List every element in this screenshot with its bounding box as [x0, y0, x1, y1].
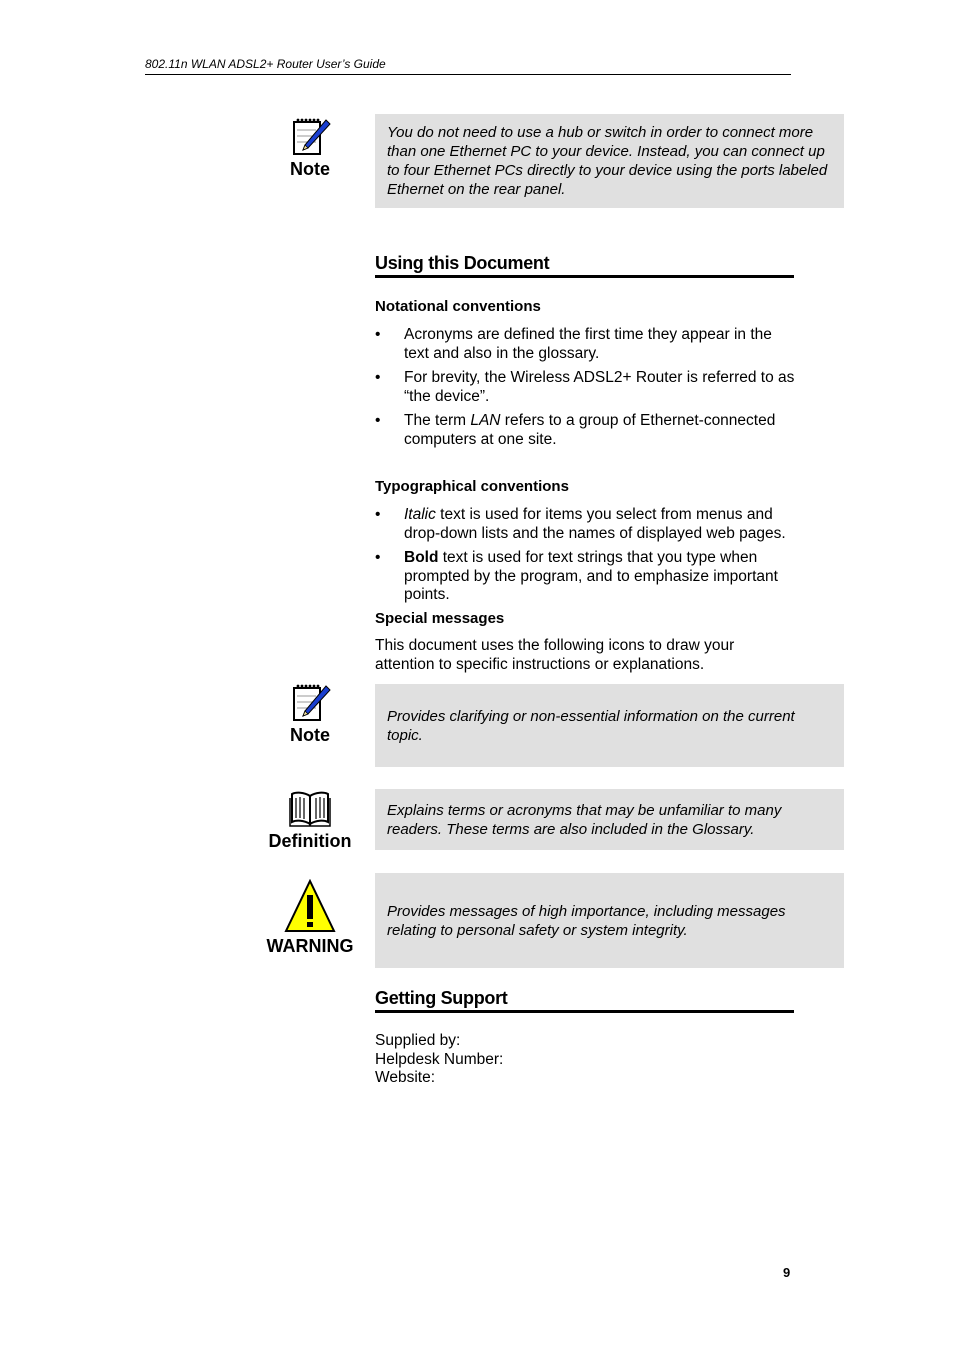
- helpdesk-number-line: Helpdesk Number:: [375, 1050, 504, 1068]
- list-item-text: text is used for text strings that you type when prompted by the program, and to emphasize important points.: [404, 549, 778, 603]
- note-label: Note: [290, 159, 330, 179]
- top-note-text: You do not need to use a hub or switch in order to connect more than one Ethernet PC to your device. Instead, you can connect up to four Ethernet PCs directly to your device using the ports labeled Ethernet on the rear panel.: [387, 124, 828, 198]
- page-number: 9: [783, 1265, 791, 1280]
- top-note-box: [375, 114, 844, 208]
- list-item-text: refers to a group of Ethernet-connected computers at one site.: [404, 412, 776, 448]
- warning-triangle-icon: [284, 879, 336, 933]
- list-item-text: text is used for items you select from menus and drop-down lists and the names of displayed web pages.: [404, 506, 786, 542]
- definition-message-box: [375, 789, 844, 850]
- definition-label: Definition: [268, 831, 352, 851]
- list-item: [375, 506, 795, 543]
- support-lines: [375, 1032, 503, 1088]
- warning-message-box: [375, 873, 844, 968]
- definition-icon-block: [262, 788, 358, 852]
- notational-list: [375, 326, 795, 455]
- warning-label: WARNING: [266, 936, 354, 956]
- warning-message-text: Provides messages of high importance, including messages relating to personal safety or system integrity.: [387, 902, 786, 939]
- list-item-text: The term: [404, 412, 471, 429]
- italic-term: Italic: [404, 506, 436, 523]
- list-item: [375, 412, 795, 449]
- list-item: [375, 369, 795, 406]
- list-item: [375, 549, 795, 605]
- typographical-heading: Typographical conventions: [375, 478, 569, 495]
- bold-term: Bold: [404, 549, 439, 566]
- notepad-pen-icon: [288, 682, 332, 724]
- list-item: [375, 326, 795, 363]
- open-book-icon: [288, 788, 332, 828]
- italic-term: LAN: [470, 412, 501, 429]
- special-intro: This document uses the following icons to draw your attention to specific instructions or explanations.: [375, 637, 735, 673]
- note-label: Note: [290, 725, 330, 745]
- running-header: 802.11n WLAN ADSL2+ Router User’s Guide: [145, 57, 386, 71]
- note-icon-block: [283, 682, 337, 746]
- section-title-getting-support: Getting Support: [375, 988, 794, 1013]
- typographical-list: [375, 506, 795, 611]
- list-item-text: For brevity, the Wireless ADSL2+ Router is referred to as “the device”.: [404, 369, 795, 405]
- header-rule: [145, 74, 791, 75]
- note-message-text: Provides clarifying or non-essential information on the current topic.: [387, 707, 795, 744]
- list-item-text: Acronyms are defined the first time they appear in the text and also in the glossary.: [404, 326, 772, 362]
- supplied-by-line: Supplied by:: [375, 1032, 461, 1049]
- notepad-pen-icon: [288, 116, 332, 158]
- notational-heading: Notational conventions: [375, 298, 541, 315]
- section-title-using-document: Using this Document: [375, 253, 794, 278]
- top-note-icon-block: [283, 116, 337, 180]
- special-heading: Special messages: [375, 610, 505, 627]
- definition-message-text: Explains terms or acronyms that may be unfamiliar to many readers. These terms are also included in the Glossary.: [387, 801, 782, 838]
- website-line: Website:: [375, 1069, 436, 1086]
- warning-icon-block: [258, 879, 362, 957]
- note-message-box: [375, 684, 844, 767]
